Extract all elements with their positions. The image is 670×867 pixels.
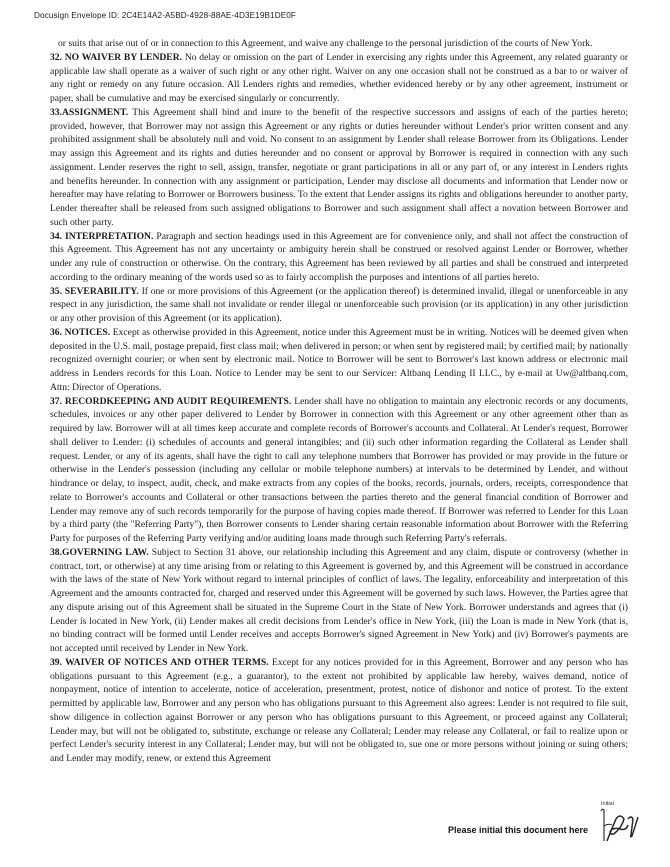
section-heading: 39. WAIVER OF NOTICES AND OTHER TERMS. [50,656,269,668]
section-heading: 32. NO WAIVER BY LENDER. [50,51,183,63]
initial-prompt: Please initial this document here [447,825,588,835]
section-32 [50,51,628,106]
section-35 [50,285,628,326]
section-body: Subject to Section 31 above, our relationship including this Agreement and any claim, dispute or controversy (whether in contract, tort, or otherwise) at any time arising from or relating to this Agreement is governed by, and this Agreement will be construed in accordance with the laws of the state of New York without regard to internal principles of conflict of laws. The legality, enforceability and interpretation of this Agreement and the amounts contracted for, charged and reserved under this Agreement will be governed by such laws. However, the Parties agree that any dispute arising out of this Agreement shall be situated in the Supreme Court in the State of New York. Borrower understands and agrees that (i) Lender is located in New York, (ii) Lender makes all credit decisions from Lender's office in New York, (iii) the Loan is made in New York (that is, no binding contract will be formed until Lender receives and accepts Borrower's signed Agreement in New York) and (iv) Borrower's payments are not accepted until received by Lender in New York. [50,546,629,654]
section-body: Except for any notices provided for in this Agreement, Borrower and any person who has obligations pursuant to this Agreement (e.g., a guarantor), to the extent not prohibited by applicable law hereby, waives demand, notice of nonpayment, notice of intention to accelerate, notice of acceleration, presentment, protest, notice of dishonor and notice of protest. To the extent permitted by applicable law, Borrower and any person who has obligations pursuant to this Agreement also agrees: Lender is not required to file suit, show diligence in collection against Borrower or any person who has obligations pursuant to this Agreement, or proceed against any Collateral; Lender may, but will not be obligated to, substitute, exchange or release any Collateral; Lender may release any Collateral, or fail to realize upon or perfect Lender's security interest in any Collateral; Lender may, but will not be obligated to, sue one or more persons without joining or suing others; and Lender may modify, renew, or extend this Agreement [50,656,628,764]
section-37 [50,395,628,546]
section-38 [50,546,628,656]
agreement-body [50,37,628,766]
section-heading: 36. NOTICES. [50,326,111,338]
section-heading: 38.GOVERNING LAW. [50,546,149,558]
section-33 [50,106,628,230]
initial-label: Initial [601,801,614,807]
handwritten-initials [598,805,644,845]
intro-paragraph: or suits that arise out of or in connection to this Agreement, and waive any challenge to the personal jurisdiction of the courts of New York. [58,38,593,49]
section-34 [50,230,628,285]
section-body: If one or more provisions of this Agreement (or the application thereof) is determined invalid, illegal or unenforceable in any respect in any jurisdiction, the same shall not invalidate or render illegal or unenforceable such provision (or its application) in any other jurisdiction or any other provision of this Agreement (or its application). [50,285,628,324]
section-heading: 33.ASSIGNMENT. [50,106,129,118]
section-body: No delay or omission on the part of Lender in exercising any rights under this Agreement, any related guaranty or applicable law shall operate as a waiver of such right or any other right. Waiver on any one occasion shall not be construed as a bar to or waiver of any right or remedy on any future occasion. All Lenders rights and remedies, whether evidenced hereby or by any other agreement, instrument or paper, shall be cumulative and may be exercised singularly or concurrently. [50,51,629,104]
section-heading: 37. RECORDKEEPING AND AUDIT REQUIREMENTS. [50,395,292,407]
section-body: This Agreement shall bind and inure to the benefit of the respective successors and assigns of each of the parties hereto; provided, however, that Borrower may not assign this Agreement or any rights or duties hereunder without Lender's prior written consent and any prohibited assignment shall be absolutely null and void. No consent to an assignment by Lender shall release Borrower from its Obligations. Lender may assign this Agreement and its rights and duties hereunder and no consent or approval by Borrower is required in connection with any such assignment. Lender reserves the right to sell, assign, transfer, negotiate or grant participations in all or any part of, or any interest in Lenders rights and benefits hereunder. In connection with any assignment or participation, Lender may disclose all documents and information that Lender now or hereafter may have relating to Borrower or Borrowers business. To the extent that Lender assigns its rights and obligations hereunder to another party, Lender thereafter shall be released from such assigned obligations to Borrower and such assignment shall affect a novation between Borrower and such other party. [50,106,628,228]
section-heading: 35. SEVERABILITY. [50,285,139,297]
initial-signature-field[interactable] [598,801,644,845]
section-body: Except as otherwise provided in this Agreement, notice under this Agreement must be in writing. Notices will be deemed given when deposited in the U.S. mail, postage prepaid, first class mail; when delivered in person; or when sent by registered mail; by certified mail; by nationally recognized overnight courier; or when sent by electronic mail. Notice to Borrower will be sent to Borrower's last known address or electronic mail address in Lenders records for this Loan. Notice to Lender may be sent to our Servicer: Altbanq Lending II LLC., by e-mail at Uw@altbanq.com, Attn: Director of Operations. [50,326,628,393]
section-39 [50,656,628,766]
initial-footer [404,795,644,845]
envelope-id: Docusign Envelope ID: 2C4E14A2-A5BD-4928-88AE-4D3E19B1DE0F [34,11,297,20]
section-body: Lender shall have no obligation to maintain any electronic records or any documents, schedules, invoices or any other paper delivered to Lender by Borrower in connection with this Agreement or any other agreement other than as required by law. Borrower will at all times keep accurate and complete records of Borrower's accounts and Collateral. At Lender's request, Borrower shall deliver to Lender: (i) schedules of accounts and general intangibles; and (ii) such other information regarding the Collateral as Lender shall request. Lender, or any of its agents, shall have the right to call any telephone numbers that Borrower has provided or may provide in the future or otherwise in the Lender's possession (including any cellular or mobile telephone numbers) at intervals to be determined by Lender, and without hindrance or delay, to inspect, audit, check, and make extracts from any copies of the books, records, journals, orders, receipts, correspondence that relate to Borrower's accounts and Collateral or other transactions between the parties thereto and the general financial condition of Borrower and Lender may remove any of such records temporarily for the purpose of having copies made thereof. If Borrower was referred to Lender for this Loan by a third party (the "Referring Party"), then Borrower consents to Lender sharing certain reasonable information about Borrower with the Referring Party for purposes of the Referring Party verifying and/or auditing loans made through such Referring Party's referrals. [50,395,629,544]
section-36 [50,326,628,395]
section-body: Paragraph and section headings used in this Agreement are for convenience only, and shall not affect the construction of this Agreement. This Agreement has not any uncertainty or ambiguity herein shall be construed or resolved against Lender or Borrower, whether under any rule of construction or otherwise. On the contrary, this Agreement has been reviewed by all parties and shall be construed and interpreted according to the ordinary meaning of the words used so as to fairly accomplish the purposes and intentions of all parties hereto. [50,230,628,283]
section-heading: 34. INTERPRETATION. [50,230,154,242]
